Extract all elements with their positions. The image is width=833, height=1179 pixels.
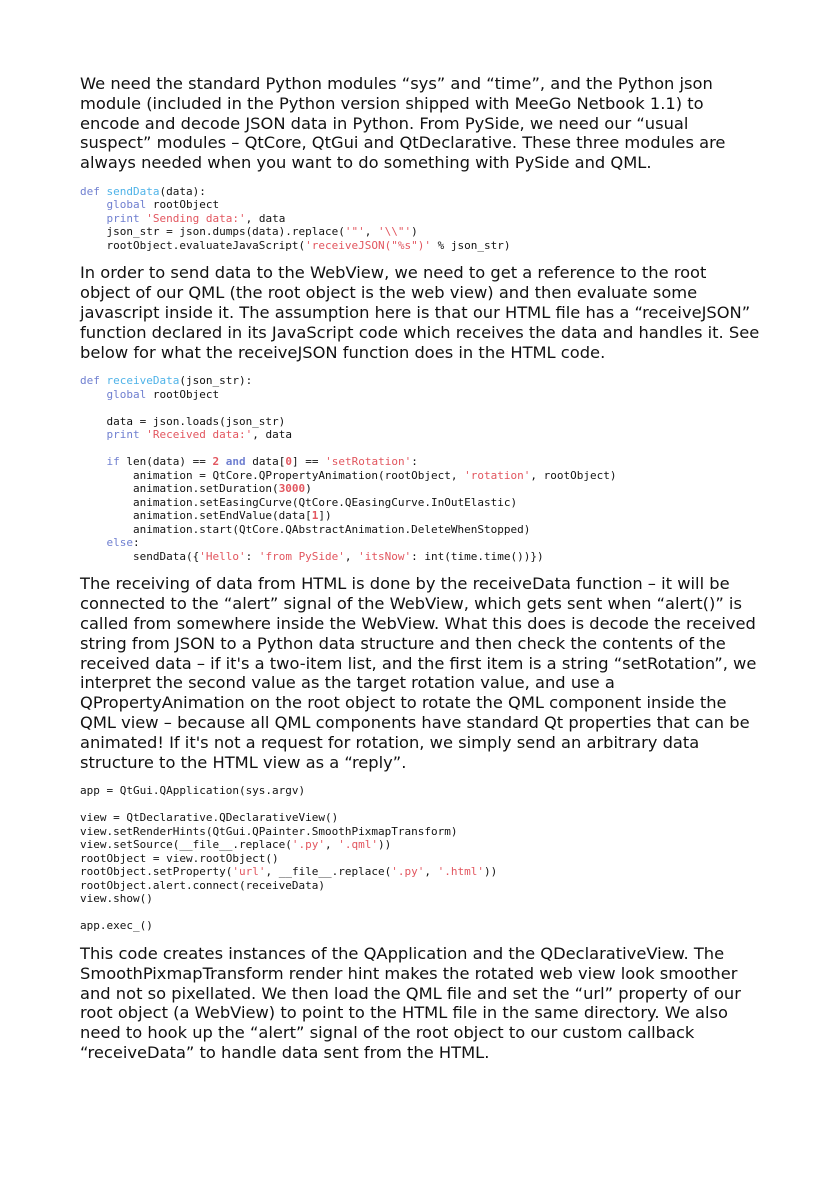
code-line	[80, 185, 760, 199]
code-line	[80, 906, 760, 920]
document-page	[80, 74, 760, 1063]
string-token: '.html'	[437, 865, 485, 879]
string-token: 'Sending data:'	[146, 211, 246, 225]
string-token: '.py'	[291, 838, 326, 852]
function-name-token: sendData	[106, 184, 160, 198]
code-line	[80, 482, 760, 496]
code-text: % json_str)	[431, 238, 511, 252]
paragraph-receive-data: The receiving of data from HTML is done by the receiveData function – it will be connected to the “alert” signal of the WebView, which gets sent when “alert()” is called from somewhere inside the WebView. What this does is decode the received string from JSON to a Python data structure and then check the contents of the received data – if it's a two-item list, and the first item is a string “setRotation”, we interpret the second value as the target rotation value, and use a QPropertyAnimation on the root object to rotate the QML component inside the QML view – because all QML components have standard Qt properties that can be animated! If it's not a request for rotation, we simply send an arbitrary data structure to the HTML view as a “reply”.	[80, 574, 757, 772]
code-block-receive-data	[80, 374, 760, 563]
code-text: ,	[424, 865, 438, 879]
code-line	[80, 550, 760, 564]
code-text	[80, 212, 107, 225]
keyword-token: def	[80, 374, 107, 388]
code-text: rootObject	[146, 387, 220, 401]
code-line	[80, 509, 760, 523]
number-token: 0	[285, 455, 292, 469]
code-text: rootObject.setProperty(	[80, 865, 233, 879]
paragraph-app-setup: This code creates instances of the QApplication and the QDeclarativeView. The SmoothPixmapTransform render hint makes the rotated web view look smoother and not so pixellated. We then load the QML file and set the “url” property of our root object (a WebView) to point to the HTML file in the same directory. We also need to hook up the “alert” signal of the root object to our custom callback “receiveData” to handle data sent from the HTML.	[80, 943, 741, 1062]
code-text: :	[411, 455, 418, 469]
code-text: , __file__.replace(	[265, 865, 392, 879]
code-text: data[	[245, 455, 286, 469]
code-line	[80, 442, 760, 456]
code-line	[80, 212, 760, 226]
code-text	[80, 388, 107, 401]
keyword-token: def	[80, 184, 107, 198]
string-token: 'Received data:'	[146, 428, 253, 442]
code-text: data = json.loads(json_str)	[80, 414, 286, 428]
code-line	[80, 811, 760, 825]
string-token: '.py'	[391, 865, 425, 879]
string-token: 'url'	[232, 865, 266, 879]
string-token: '\\"'	[378, 225, 412, 239]
code-text: (json_str):	[179, 374, 253, 388]
code-text: view = QtDeclarative.QDeclarativeView()	[80, 811, 339, 825]
keyword-token: global	[106, 387, 147, 401]
code-line	[80, 852, 760, 866]
code-text	[219, 455, 226, 468]
string-token: 'itsNow'	[358, 549, 412, 563]
code-line	[80, 469, 760, 483]
code-text: : int(time.time())})	[411, 549, 544, 563]
number-token: 1	[311, 509, 319, 523]
code-text: animation = QtCore.QPropertyAnimation(rootObject,	[80, 468, 465, 482]
keyword-token: and	[225, 455, 246, 469]
code-text: ] ==	[291, 455, 326, 469]
function-name-token: receiveData	[106, 374, 180, 388]
code-text: ,	[344, 549, 359, 563]
code-line	[80, 523, 760, 537]
code-line	[80, 496, 760, 510]
code-line	[80, 401, 760, 415]
code-text: sendData({	[80, 549, 200, 563]
string-token: 'receiveJSON("%s")'	[305, 238, 432, 252]
keyword-token: print	[106, 211, 140, 225]
code-line	[80, 892, 760, 906]
code-text: ])	[318, 509, 332, 523]
code-line	[80, 838, 760, 852]
code-text: :	[133, 536, 140, 550]
paragraph-send-data: In order to send data to the WebView, we need to get a reference to the root object of our QML (the root object is the web view) and then evaluate some javascript inside it. The assumption here is that our HTML file has a “receiveJSON” function declared in its JavaScript code which receives the data and handles it. See below for what the receiveJSON function does in the HTML code.	[80, 263, 760, 362]
code-text: rootObject.evaluateJavaScript(	[80, 238, 306, 252]
code-block-app-setup	[80, 784, 760, 933]
number-token: 2	[212, 455, 220, 469]
code-line	[80, 428, 760, 442]
code-text: rootObject	[146, 198, 220, 212]
code-text: animation.setEndValue(data[	[80, 509, 312, 523]
code-text: view.setSource(__file__.replace(	[80, 838, 292, 852]
code-text: len(data) ==	[119, 455, 213, 469]
code-text: ,	[325, 838, 339, 852]
string-token: 'Hello'	[199, 549, 246, 563]
code-text: ))	[378, 838, 392, 852]
code-text: ))	[484, 865, 498, 879]
keyword-token: if	[106, 455, 120, 469]
code-text: rootObject.alert.connect(receiveData)	[80, 878, 326, 892]
code-line	[80, 415, 760, 429]
code-text: rootObject = view.rootObject()	[80, 851, 279, 865]
number-token: 3000	[278, 482, 306, 496]
code-line	[80, 374, 760, 388]
string-token: '"'	[344, 225, 365, 239]
string-token: 'rotation'	[464, 468, 531, 482]
keyword-token: print	[106, 428, 140, 442]
keyword-token: global	[106, 198, 147, 212]
code-line	[80, 225, 760, 239]
code-text: )	[305, 482, 312, 496]
string-token: 'from PySide'	[258, 549, 345, 563]
code-text: app.exec_()	[80, 919, 153, 933]
code-text	[80, 198, 107, 211]
paragraph-modules: We need the standard Python modules “sys” and “time”, and the Python json module (included in the Python version shipped with MeeGo Netbook 1.1) to encode and decode JSON data in Python. From PySide, we need our “usual suspect” modules – QtCore, QtGui and QtDeclarative. These three modules are always needed when you want to do something with PySide and QML.	[80, 74, 726, 173]
code-line	[80, 879, 760, 893]
code-text: view.setRenderHints(QtGui.QPainter.SmoothPixmapTransform)	[80, 824, 458, 838]
code-text: animation.start(QtCore.QAbstractAnimation.DeleteWhenStopped)	[80, 522, 531, 536]
code-text: view.show()	[80, 892, 153, 906]
string-token: '.qml'	[338, 838, 379, 852]
string-token: 'setRotation'	[325, 455, 412, 469]
code-text: app = QtGui.QApplication(sys.argv)	[80, 784, 306, 798]
code-line	[80, 239, 760, 253]
code-line	[80, 825, 760, 839]
code-text: (data):	[159, 184, 206, 198]
code-line	[80, 388, 760, 402]
keyword-token: else	[106, 536, 133, 550]
code-line	[80, 536, 760, 550]
code-text: , rootObject)	[530, 468, 617, 482]
code-text	[80, 536, 107, 549]
code-text: :	[245, 549, 259, 563]
code-text: ,	[364, 225, 379, 239]
code-text	[80, 455, 107, 468]
code-text: animation.setEasingCurve(QtCore.QEasingCurve.InOutElastic)	[80, 495, 518, 509]
code-line	[80, 455, 760, 469]
code-text: )	[411, 225, 418, 239]
code-line	[80, 198, 760, 212]
code-text: json_str = json.dumps(data).replace(	[80, 225, 345, 239]
code-text: animation.setDuration(	[80, 482, 279, 496]
code-block-send-data	[80, 185, 760, 253]
code-line	[80, 784, 760, 798]
code-text: , data	[252, 428, 292, 442]
code-text	[80, 428, 107, 441]
code-line	[80, 798, 760, 812]
code-line	[80, 919, 760, 933]
code-text: , data	[245, 211, 286, 225]
code-line	[80, 865, 760, 879]
